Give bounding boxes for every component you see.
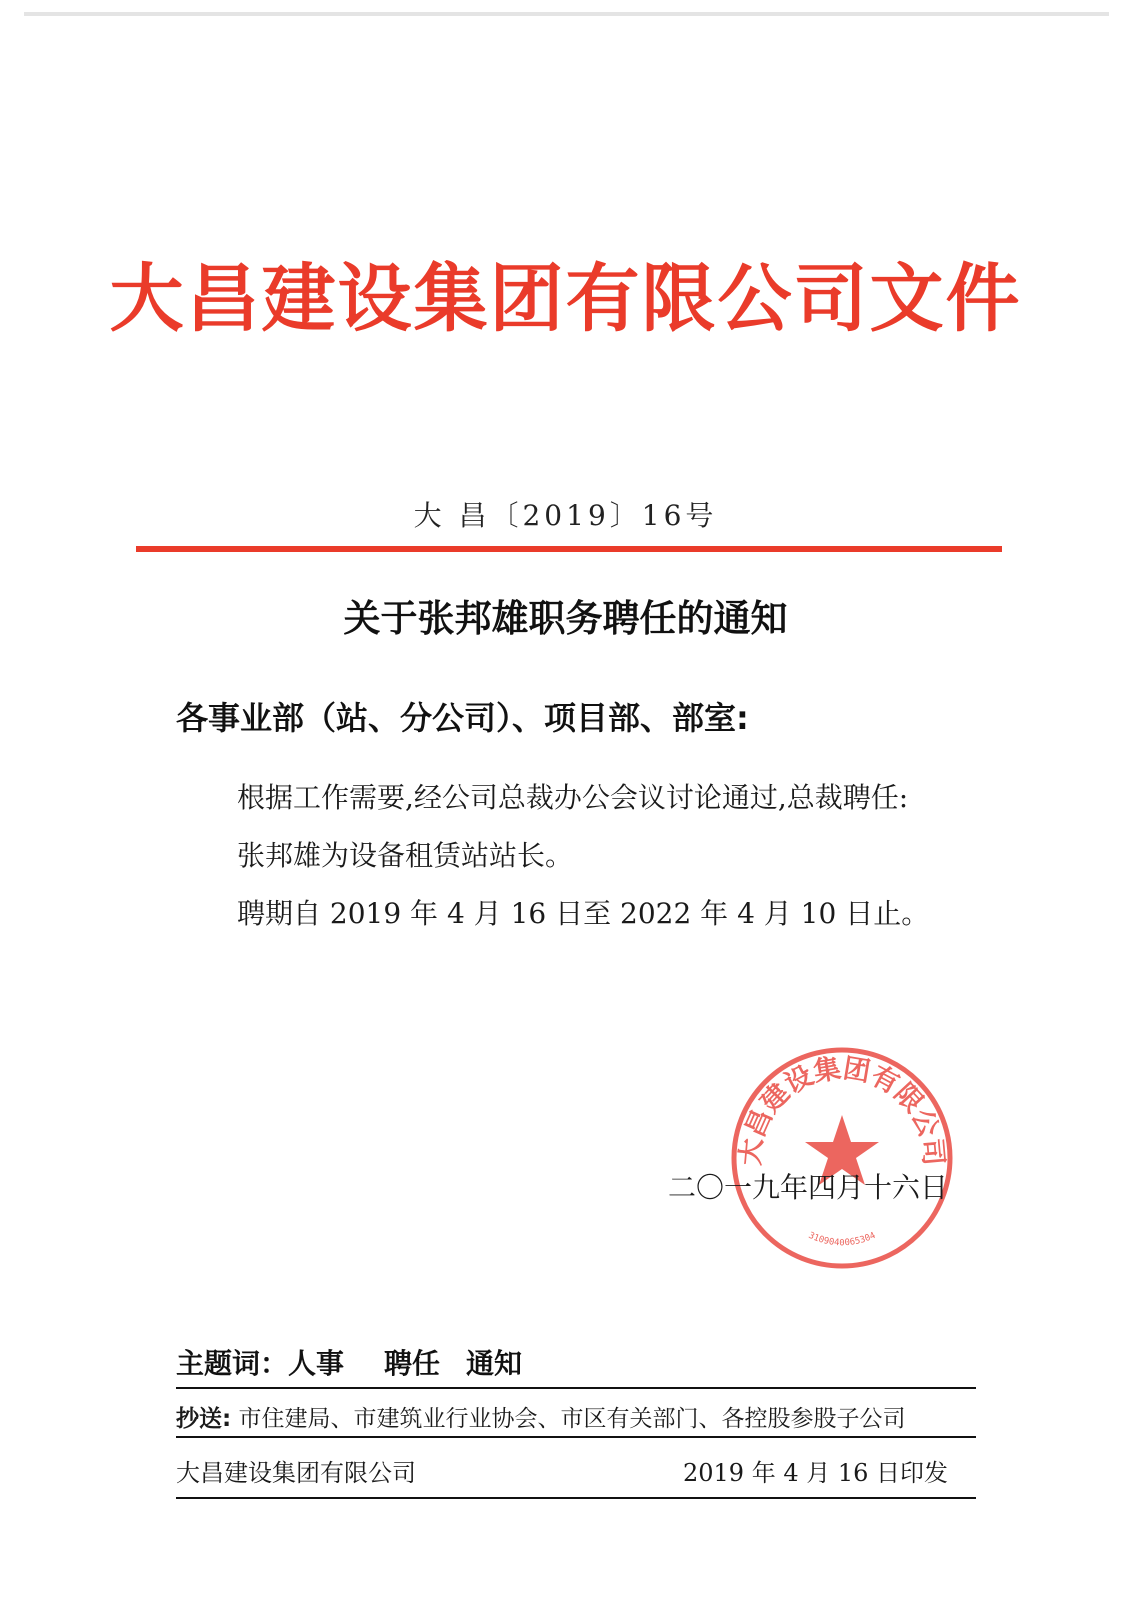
subject-keywords [176, 1342, 522, 1382]
notice-title: 关于张邦雄职务聘任的通知 [343, 597, 788, 640]
cc-list: 市住建局、市建筑业行业协会、市区有关部门、各控股参股子公司 [238, 1406, 906, 1432]
cc-label: 抄送: [176, 1406, 232, 1432]
keyword-1: 人事 [288, 1347, 345, 1380]
issue-date-chinese: 二〇一九年四月十六日 [668, 1171, 949, 1204]
keywords-label: 主题词： [176, 1347, 289, 1380]
body-paragraph-1: 根据工作需要,经公司总裁办公会议讨论通过,总裁聘任: [237, 781, 909, 814]
footer-rule-middle [176, 1436, 976, 1438]
red-divider [136, 546, 1002, 552]
page-top-edge [24, 12, 1109, 16]
body-paragraph-2: 张邦雄为设备租赁站站长。 [237, 839, 574, 872]
document-number: 大 昌〔2019〕16号 [413, 499, 718, 532]
body-paragraph-3: 聘期自 2019 年 4 月 16 日至 2022 年 4 月 10 日止。 [237, 897, 930, 930]
svg-text:3109040065304 [807, 1231, 878, 1248]
seal-serial: 3109040065304 [806, 1230, 878, 1249]
footer-rule-bottom [176, 1497, 976, 1499]
keyword-2: 聘任 [384, 1347, 441, 1380]
seal-text: 大昌建设集团有限公司 [735, 1053, 949, 1167]
issuer-name: 大昌建设集团有限公司 [176, 1459, 416, 1487]
print-issue-date: 2019 年 4 月 16 日印发 [683, 1459, 949, 1487]
keyword-3: 通知 [466, 1347, 523, 1380]
footer-rule-top [176, 1387, 976, 1389]
org-header-title: 大昌建设集团有限公司文件 [109, 256, 1022, 342]
company-seal [727, 1043, 957, 1273]
cc-line [176, 1400, 906, 1433]
recipients-line: 各事业部（站、分公司）、项目部、部室: [176, 699, 749, 737]
